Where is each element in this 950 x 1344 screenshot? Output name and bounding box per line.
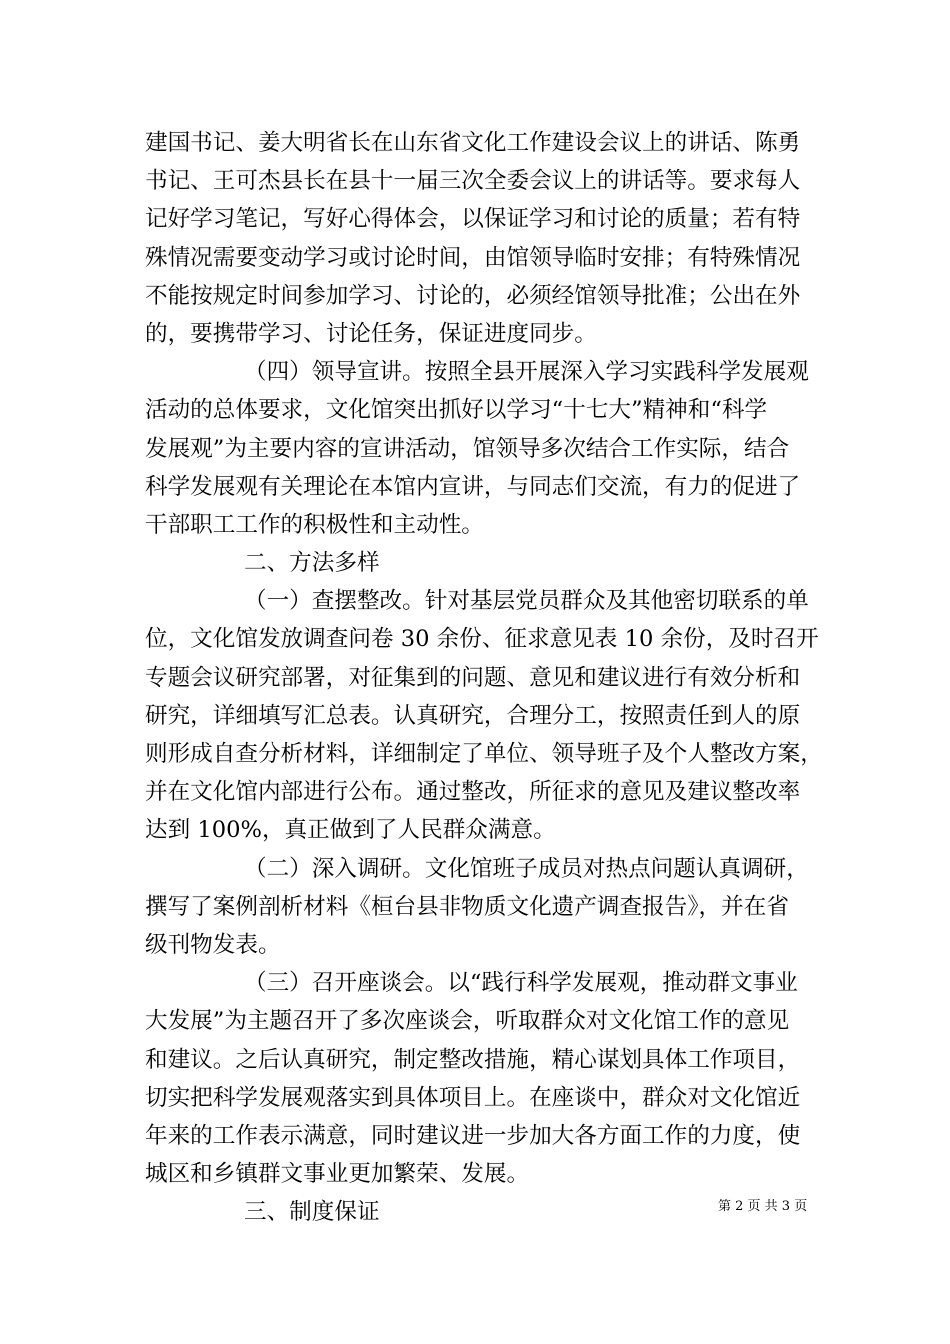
text-line: 切实把科学发展观落实到具体项目上。在座谈中，群众对文化馆近: [145, 1084, 801, 1111]
text-line: 研究，详细填写汇总表。认真研究，合理分工，按照责任到人的原: [145, 702, 801, 729]
text-line: 则形成自查分析材料，详细制定了单位、领导班子及个人整改方案，: [145, 741, 823, 767]
text-line: 撰写了案例剖析材料《桓台县非物质文化遗产调查报告》，并在省: [145, 893, 789, 920]
text-line: 殊情况需要变动学习或讨论时间，由馆领导临时安排；有特殊情况: [145, 244, 801, 271]
text-line: 记好学习笔记，写好心得体会，以保证学习和讨论的质量；若有特: [145, 206, 801, 233]
text-line: 的，要携带学习、讨论任务，保证进度同步。: [145, 320, 597, 347]
text-line: 年来的工作表示满意，同时建议进一步加大各方面工作的力度，使: [145, 1122, 801, 1149]
text-line: （二）深入调研。文化馆班子成员对热点问题认真调研，: [244, 855, 809, 882]
heading-text: 二、方法多样: [244, 550, 380, 577]
text-line: 位，文化馆发放调查问卷 30 余份、征求意见表 10 余份，及时召开: [145, 626, 819, 653]
text-line: （四）领导宣讲。按照全县开展深入学习实践科学发展观: [244, 359, 809, 386]
page-number-footer: 第 2 页 共 3 页: [718, 1199, 808, 1214]
document-body: [145, 124, 825, 1231]
paragraph-rectification: [145, 582, 825, 849]
text-line: 发展观”为主要内容的宣讲活动，馆领导多次结合工作实际，结合: [145, 435, 790, 462]
text-line: 书记、王可杰县长在县十一届三次全委会议上的讲话等。要求每人: [145, 168, 801, 195]
text-line: 建国书记、姜大明省长在山东省文化工作建设会议上的讲话、陈勇: [145, 130, 801, 156]
text-line: 不能按规定时间参加学习、讨论的，必须经馆领导批准；公出在外: [145, 282, 801, 309]
text-line: 活动的总体要求，文化馆突出抓好以学习“十七大”精神和“科学: [145, 397, 768, 424]
section-heading-methods: [145, 544, 825, 582]
paragraph-symposium: [145, 964, 825, 1193]
text-line: 并在文化馆内部进行公布。通过整改，所征求的意见及建议整改率: [145, 779, 801, 806]
text-line: 达到 100%，真正做到了人民群众满意。: [145, 817, 556, 844]
text-line: 干部职工工作的积极性和主动性。: [145, 511, 484, 538]
text-line: （三）召开座谈会。以“践行科学发展观，推动群文事业: [244, 970, 798, 997]
text-line: 级刊物发表。: [145, 931, 281, 958]
text-line: 科学发展观有关理论在本馆内宣讲，与同志们交流，有力的促进了: [145, 473, 801, 500]
text-line: 大发展”为主题召开了多次座谈会，听取群众对文化馆工作的意见: [145, 1008, 790, 1035]
paragraph-study-requirements: [145, 124, 825, 353]
text-line: 城区和乡镇群文事业更加繁荣、发展。: [145, 1161, 530, 1188]
heading-text: 三、制度保证: [244, 1199, 380, 1226]
text-line: （一）查摆整改。针对基层党员群众及其他密切联系的单: [244, 588, 809, 615]
paragraph-leadership-lectures: [145, 353, 825, 544]
text-line: 专题会议研究部署，对征集到的问题、意见和建议进行有效分析和: [145, 664, 801, 691]
paragraph-research: [145, 850, 825, 965]
text-line: 和建议。之后认真研究，制定整改措施，精心谋划具体工作项目，: [145, 1046, 801, 1073]
